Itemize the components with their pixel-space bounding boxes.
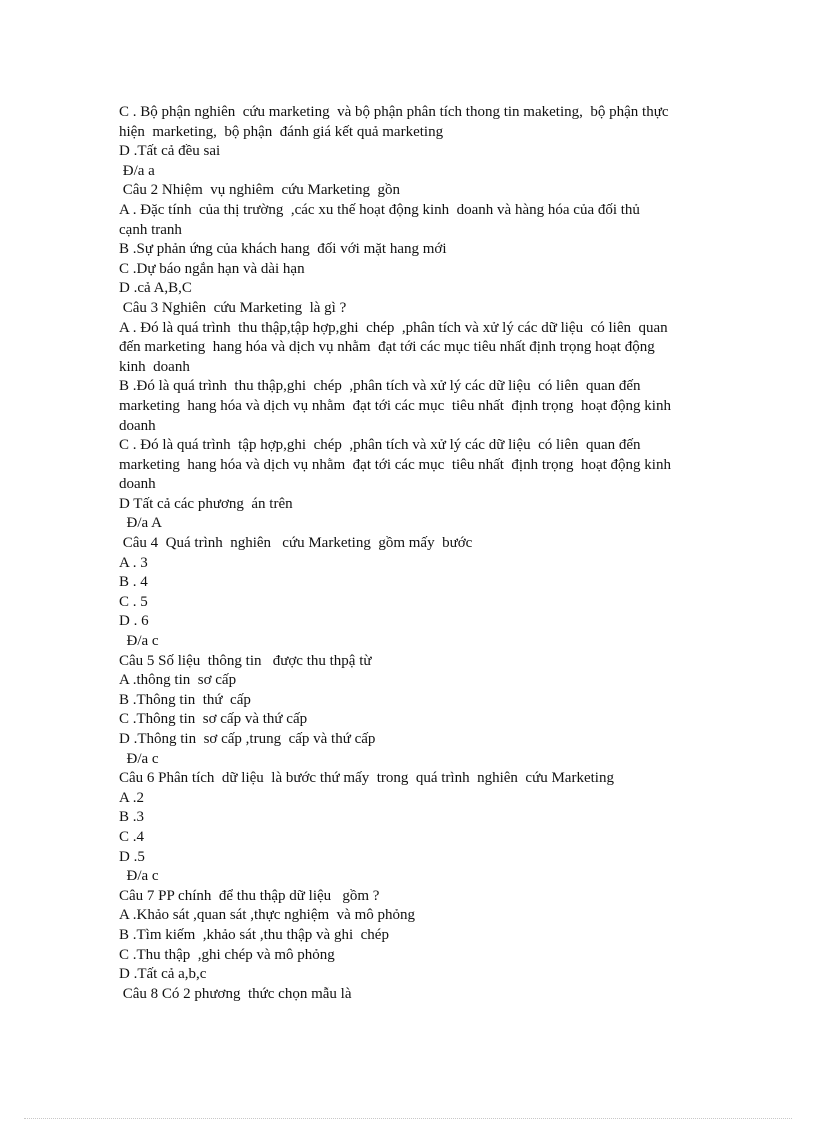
text-line: D . 6	[119, 613, 149, 630]
text-line: B .Tìm kiếm ,khảo sát ,thu thập và ghi chép	[119, 926, 389, 943]
page-bottom-border	[24, 1118, 792, 1119]
text-line: Đ/a a	[119, 162, 155, 179]
text-line: Đ/a A	[119, 515, 162, 532]
text-line: A .thông tin sơ cấp	[119, 672, 237, 689]
text-line: marketing hang hóa và dịch vụ nhằm đạt tới các mục tiêu nhất định trọng hoạt động kinh	[119, 456, 671, 473]
text-line: B .Thông tin thứ cấp	[119, 691, 251, 708]
text-line: kinh doanh	[119, 358, 190, 375]
text-line: D .Tất cả a,b,c	[119, 966, 207, 983]
text-line: B . 4	[119, 574, 148, 591]
text-line: D .cả A,B,C	[119, 280, 192, 297]
text-line: Câu 4 Quá trình nghiên cứu Marketing gồm mấy bước	[119, 535, 473, 552]
text-line: C .Dự báo ngắn hạn và dài hạn	[119, 260, 305, 277]
text-line: Đ/a c	[119, 868, 159, 885]
text-line: Đ/a c	[119, 750, 159, 767]
text-line: D .Tất cả đều sai	[119, 143, 221, 160]
text-line: A . 3	[119, 554, 148, 571]
text-line: đến marketing hang hóa và dịch vụ nhằm đạt tới các mục tiêu nhất định trọng hoạt động	[119, 339, 655, 356]
text-line: A .Khảo sát ,quan sát ,thực nghiệm và mô phỏng	[119, 907, 416, 924]
text-line: Câu 8 Có 2 phương thức chọn mẫu là	[119, 985, 352, 1002]
text-line: Câu 3 Nghiên cứu Marketing là gì ?	[119, 299, 347, 316]
text-line: Câu 5 Số liệu thông tin được thu thpậ từ	[119, 652, 372, 669]
document-body	[119, 103, 709, 1004]
text-line: doanh	[119, 417, 156, 434]
text-line: A . Đó là quá trình thu thập,tập hợp,ghi chép ,phân tích và xử lý các dữ liệu có liên quan	[119, 319, 668, 336]
text-line: D Tất cả các phương án trên	[119, 495, 293, 512]
text-line: cạnh tranh	[119, 221, 182, 238]
text-line: D .5	[119, 848, 145, 865]
text-line: C .Thu thập ,ghi chép và mô phỏng	[119, 946, 335, 963]
text-line: A .2	[119, 789, 145, 806]
text-line: B .3	[119, 809, 145, 826]
text-line: C . Đó là quá trình tập hợp,ghi chép ,phân tích và xử lý các dữ liệu có liên quan đến	[119, 437, 641, 454]
text-line: C . Bộ phận nghiên cứu marketing và bộ phận phân tích thong tin maketing, bộ phận thực	[119, 104, 669, 120]
text-line: B .Đó là quá trình thu thập,ghi chép ,phân tích và xử lý các dữ liệu có liên quan đến	[119, 378, 641, 395]
text-line: C .4	[119, 828, 145, 845]
text-line: D .Thông tin sơ cấp ,trung cấp và thứ cấp	[119, 731, 376, 747]
text-line: B .Sự phản ứng của khách hang đối với mặt hang mới	[119, 241, 447, 258]
text-line: C .Thông tin sơ cấp và thứ cấp	[119, 711, 308, 728]
text-line: A . Đặc tính của thị trường ,các xu thế hoạt động kinh doanh và hàng hóa của đối thủ	[119, 201, 640, 218]
text-line: hiện marketing, bộ phận đánh giá kết quả marketing	[119, 123, 444, 140]
text-line: marketing hang hóa và dịch vụ nhằm đạt tới các mục tiêu nhất định trọng hoạt động kinh	[119, 397, 671, 414]
text-line: C . 5	[119, 593, 148, 610]
text-line: Đ/a c	[119, 633, 159, 650]
text-line: Câu 6 Phân tích dữ liệu là bước thứ mấy trong quá trình nghiên cứu Marketing	[119, 770, 614, 787]
text-line: Câu 2 Nhiệm vụ nghiêm cứu Marketing gồn	[119, 182, 401, 199]
text-line: Câu 7 PP chính để thu thập dữ liệu gồm ?	[119, 887, 380, 904]
text-line: doanh	[119, 476, 156, 493]
